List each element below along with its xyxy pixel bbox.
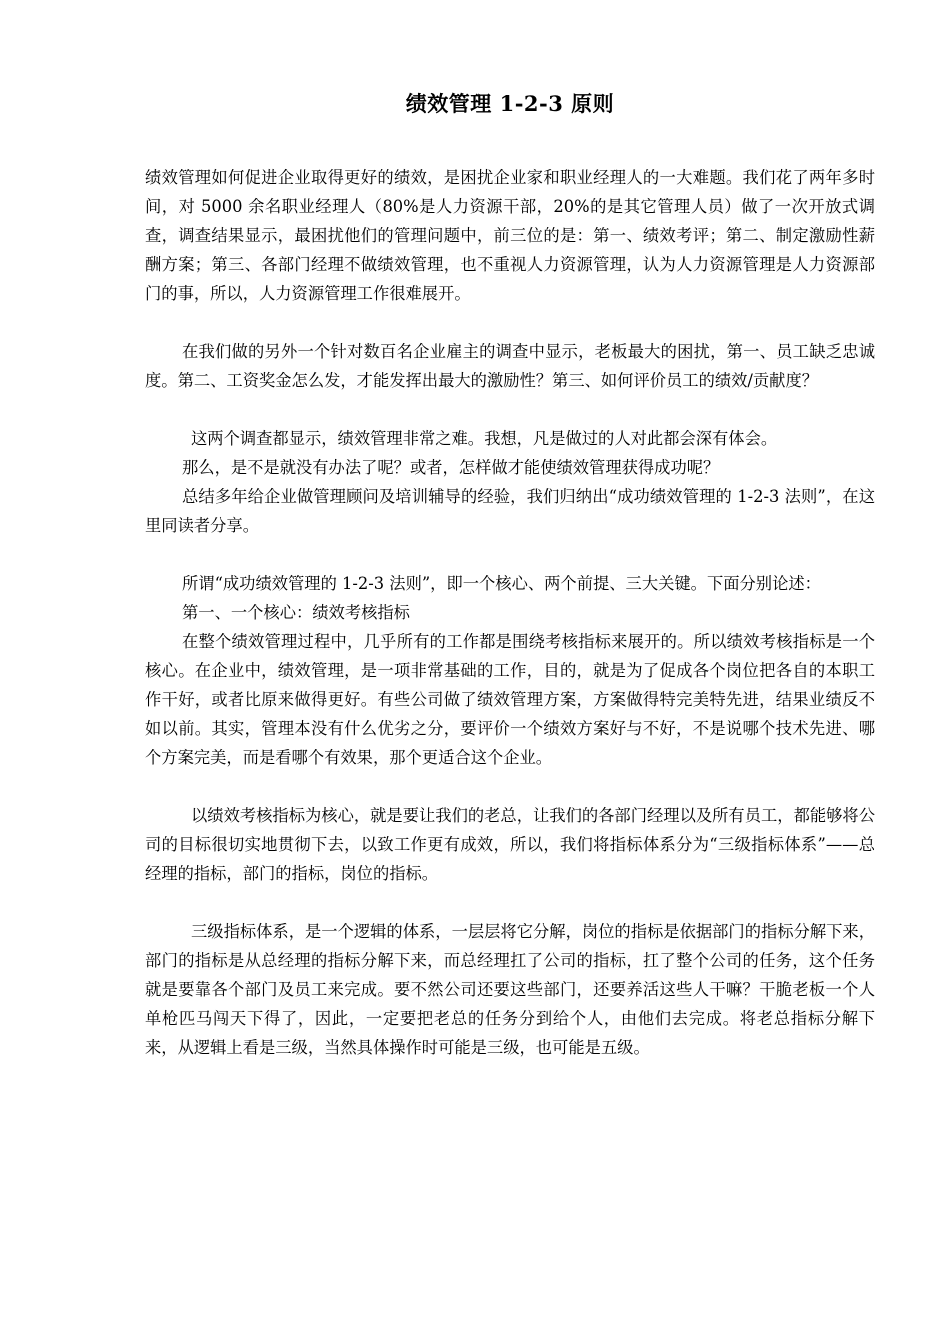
paragraph-rule-definition: 所谓“成功绩效管理的 1-2-3 法则”，即一个核心、两个前提、三大关键。下面分别论述： — [182, 574, 821, 593]
paragraph-difficulty: 这两个调查都显示，绩效管理非常之难。我想，凡是做过的人对此都会深有体会。 — [191, 429, 778, 448]
paragraph-employer-survey: 在我们做的另外一个针对数百名企业雇主的调查中显示，老板最大的困扰，第一、员工缺乏忠诚度。第二、工资奖金怎么发，才能发挥出最大的激励性？第三、如何评价员工的绩效/贡献度？ — [145, 342, 875, 390]
paragraph-indicator-decomposition: 三级指标体系，是一个逻辑的体系，一层层将它分解，岗位的指标是依据部门的指标分解下来，部门的指标是从总经理的指标分解下来，而总经理扛了公司的指标，扛了整个公司的任务，这个任务就是要靠各个部门及员工来完成。要不然公司还要这些部门，还要养活这些人干嘛？干脆老板一个人单枪匹马闯天下得了，因此，一定要把老总的任务分到给个人，由他们去完成。将老总指标分解下来，从逻辑上看是三级，当然具体操作时可能是三级，也可能是五级。 — [145, 922, 875, 1057]
paragraph-intro: 绩效管理如何促进企业取得更好的绩效，是困扰企业家和职业经理人的一大难题。我们花了两年多时间，对 5000 余名职业经理人（80%是人力资源干部，20%的是其它管理人员）做了一次开放式调查，调查结果显示，最困扰他们的管理问题中，前三位的是：第一、绩效考评；第二、制定激励性薪酬方案；第三、各部门经理不做绩效管理，也不重视人力资源管理，认为人力资源管理是人力资源部门的事，所以，人力资源管理工作很难展开。 — [145, 168, 875, 303]
paragraph-question: 那么，是不是就没有办法了呢？或者，怎样做才能使绩效管理获得成功呢？ — [182, 458, 720, 477]
paragraph-summary: 总结多年给企业做管理顾问及培训辅导的经验，我们归纳出“成功绩效管理的 1-2-3 法则”，在这里同读者分享。 — [145, 487, 875, 535]
paragraph-three-level-system: 以绩效考核指标为核心，就是要让我们的老总，让我们的各部门经理以及所有员工，都能够将公司的目标很切实地贯彻下去，以致工作更有成效，所以，我们将指标体系分为“三级指标体系”——总经理的指标，部门的指标，岗位的指标。 — [145, 806, 875, 883]
document-body — [145, 163, 875, 1062]
paragraph-core-indicator: 在整个绩效管理过程中，几乎所有的工作都是围绕考核指标来展开的。所以绩效考核指标是一个核心。在企业中，绩效管理，是一项非常基础的工作，目的，就是为了促成各个岗位把各自的本职工作干好，或者比原来做得更好。有些公司做了绩效管理方案，方案做得特完美特先进，结果业绩反不如以前。其实，管理本没有什么优劣之分，要评价一个绩效方案好与不好，不是说哪个技术先进、哪个方案完美，而是看哪个有效果，那个更适合这个企业。 — [145, 632, 875, 767]
document-title: 绩效管理 1-2-3 原则 — [405, 91, 615, 116]
section-heading-core: 第一、一个核心：绩效考核指标 — [182, 603, 410, 622]
